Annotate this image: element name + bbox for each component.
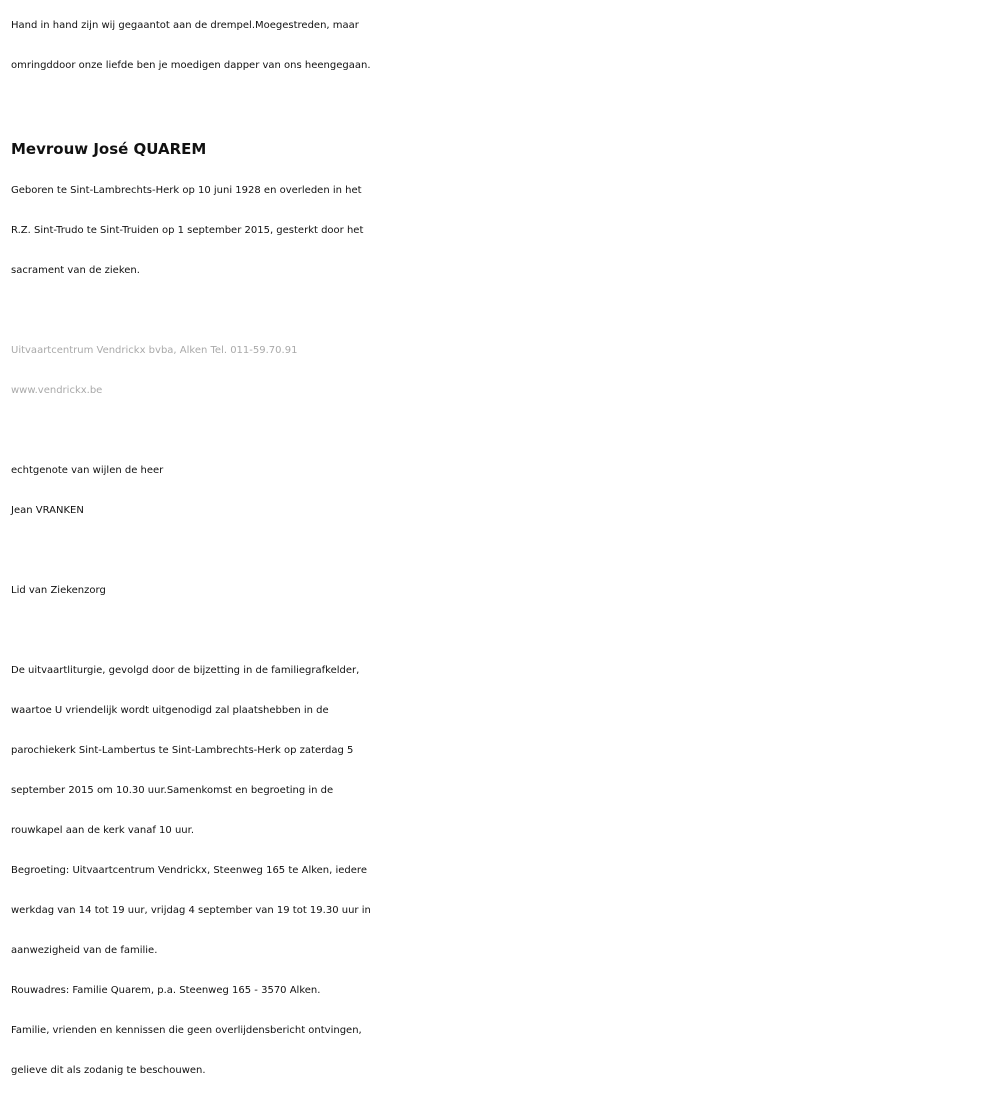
details-line: aanwezigheid van de familie. — [11, 945, 158, 956]
intro-line: omringddoor onze liefde ben je moedigen dapper van ons heengegaan. — [11, 60, 371, 71]
birth-death-line: R.Z. Sint-Trudo te Sint-Truiden op 1 september 2015, gesterkt door het — [11, 225, 364, 236]
spouse-name: Jean VRANKEN — [11, 505, 84, 516]
details-line: Begroeting: Uitvaartcentrum Vendrickx, Steenweg 165 te Alken, iedere — [11, 865, 367, 876]
details-line: september 2015 om 10.30 uur.Samenkomst en begroeting in de — [11, 785, 334, 796]
birth-death-line: Geboren te Sint-Lambrechts-Herk op 10 juni 1928 en overleden in het — [11, 185, 362, 196]
details-line: gelieve dit als zodanig te beschouwen. — [11, 1065, 206, 1076]
details-line: parochiekerk Sint-Lambertus te Sint-Lambrechts-Herk op zaterdag 5 — [11, 745, 354, 756]
spouse-info — [11, 451, 1000, 531]
details-line: De uitvaartliturgie, gevolgd door de bijzetting in de familiegrafkelder, — [11, 665, 360, 676]
funeral-home-info — [11, 331, 1000, 411]
intro-quote — [11, 6, 1000, 86]
details-line: rouwkapel aan de kerk vanaf 10 uur. — [11, 825, 195, 836]
birth-death-line: sacrament van de zieken. — [11, 265, 140, 276]
intro-line: Hand in hand zijn wij gegaantot aan de drempel.Moegestreden, maar — [11, 20, 359, 31]
birth-death-details — [11, 171, 1000, 291]
funeral-home-website: www.vendrickx.be — [11, 385, 103, 396]
deceased-name: Mevrouw José QUAREM — [11, 140, 207, 158]
spouse-line: echtgenote van wijlen de heer — [11, 465, 164, 476]
details-line: werkdag van 14 tot 19 uur, vrijdag 4 september van 19 tot 19.30 uur in — [11, 905, 371, 916]
details-line: Familie, vrienden en kennissen die geen overlijdensbericht ontvingen, — [11, 1025, 362, 1036]
details-line: Rouwadres: Familie Quarem, p.a. Steenweg 165 - 3570 Alken. — [11, 985, 321, 996]
details-line: waartoe U vriendelijk wordt uitgenodigd zal plaatshebben in de — [11, 705, 329, 716]
funeral-details — [11, 651, 1000, 1091]
funeral-home-contact: Uitvaartcentrum Vendrickx bvba, Alken Tel. 011-59.70.91 — [11, 345, 298, 356]
membership-info — [11, 571, 1000, 611]
membership-line: Lid van Ziekenzorg — [11, 585, 106, 596]
